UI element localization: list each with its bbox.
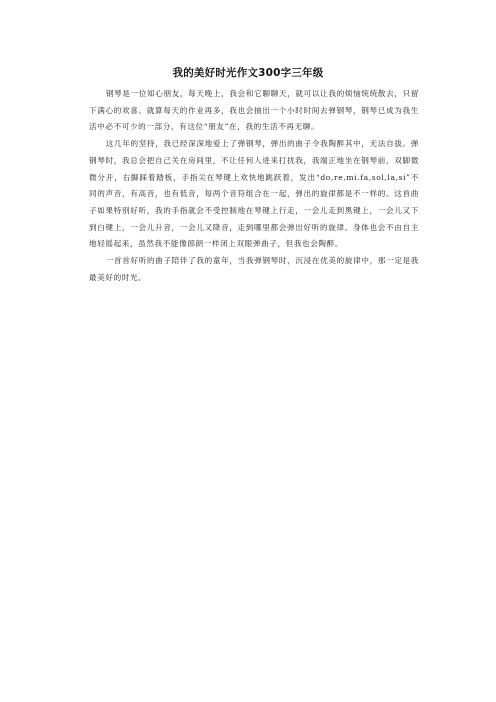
document-title: 我的美好时光作文300字三年级 <box>172 67 324 79</box>
document-body <box>89 86 419 286</box>
paragraph-2: 这几年的坚持，我已经深深地爱上了弹钢琴，弹出的曲子令我陶醉其中，无法自拔。弹钢琴时，我总会把自己关在房间里，不让任何人进来打扰我，我端正地坐在钢琴前，双脚微微分开，右脚踩着踏板，手指尖在琴键上欢快地跳跃着，发出“do,re,mi.fa,sol,la,si”不同的声音，有高音，也有低音，每两个音符组合在一起，弹出的旋律都是不一样的。这首曲子如果特别好听，我的手指就会不受控制地在琴键上行走，一会儿走到黑键上，一会儿又下到白键上，一会儿升音，一会儿又降音，走到哪里都会弹出好听的旋律。身体也会不由自主地轻摇起来，虽然我不能像郎朗一样闭上双眼弹曲子，但我也会陶醉。 <box>89 139 419 249</box>
paragraph-1: 钢琴是一位知心朋友，每天晚上，我会和它聊聊天，就可以让我的烦恼统统散去，只留下满心的欢喜。就算每天的作业再多，我也会抽出一个小时时间去弹钢琴，钢琴已成为我生活中必不可少的一部分，有这位“朋友”在，我的生活不再无聊。 <box>89 89 419 132</box>
paragraph-3: 一首首好听的曲子陪伴了我的童年，当我弹钢琴时，沉浸在优美的旋律中，那一定是我最美好的时光。 <box>89 256 419 282</box>
